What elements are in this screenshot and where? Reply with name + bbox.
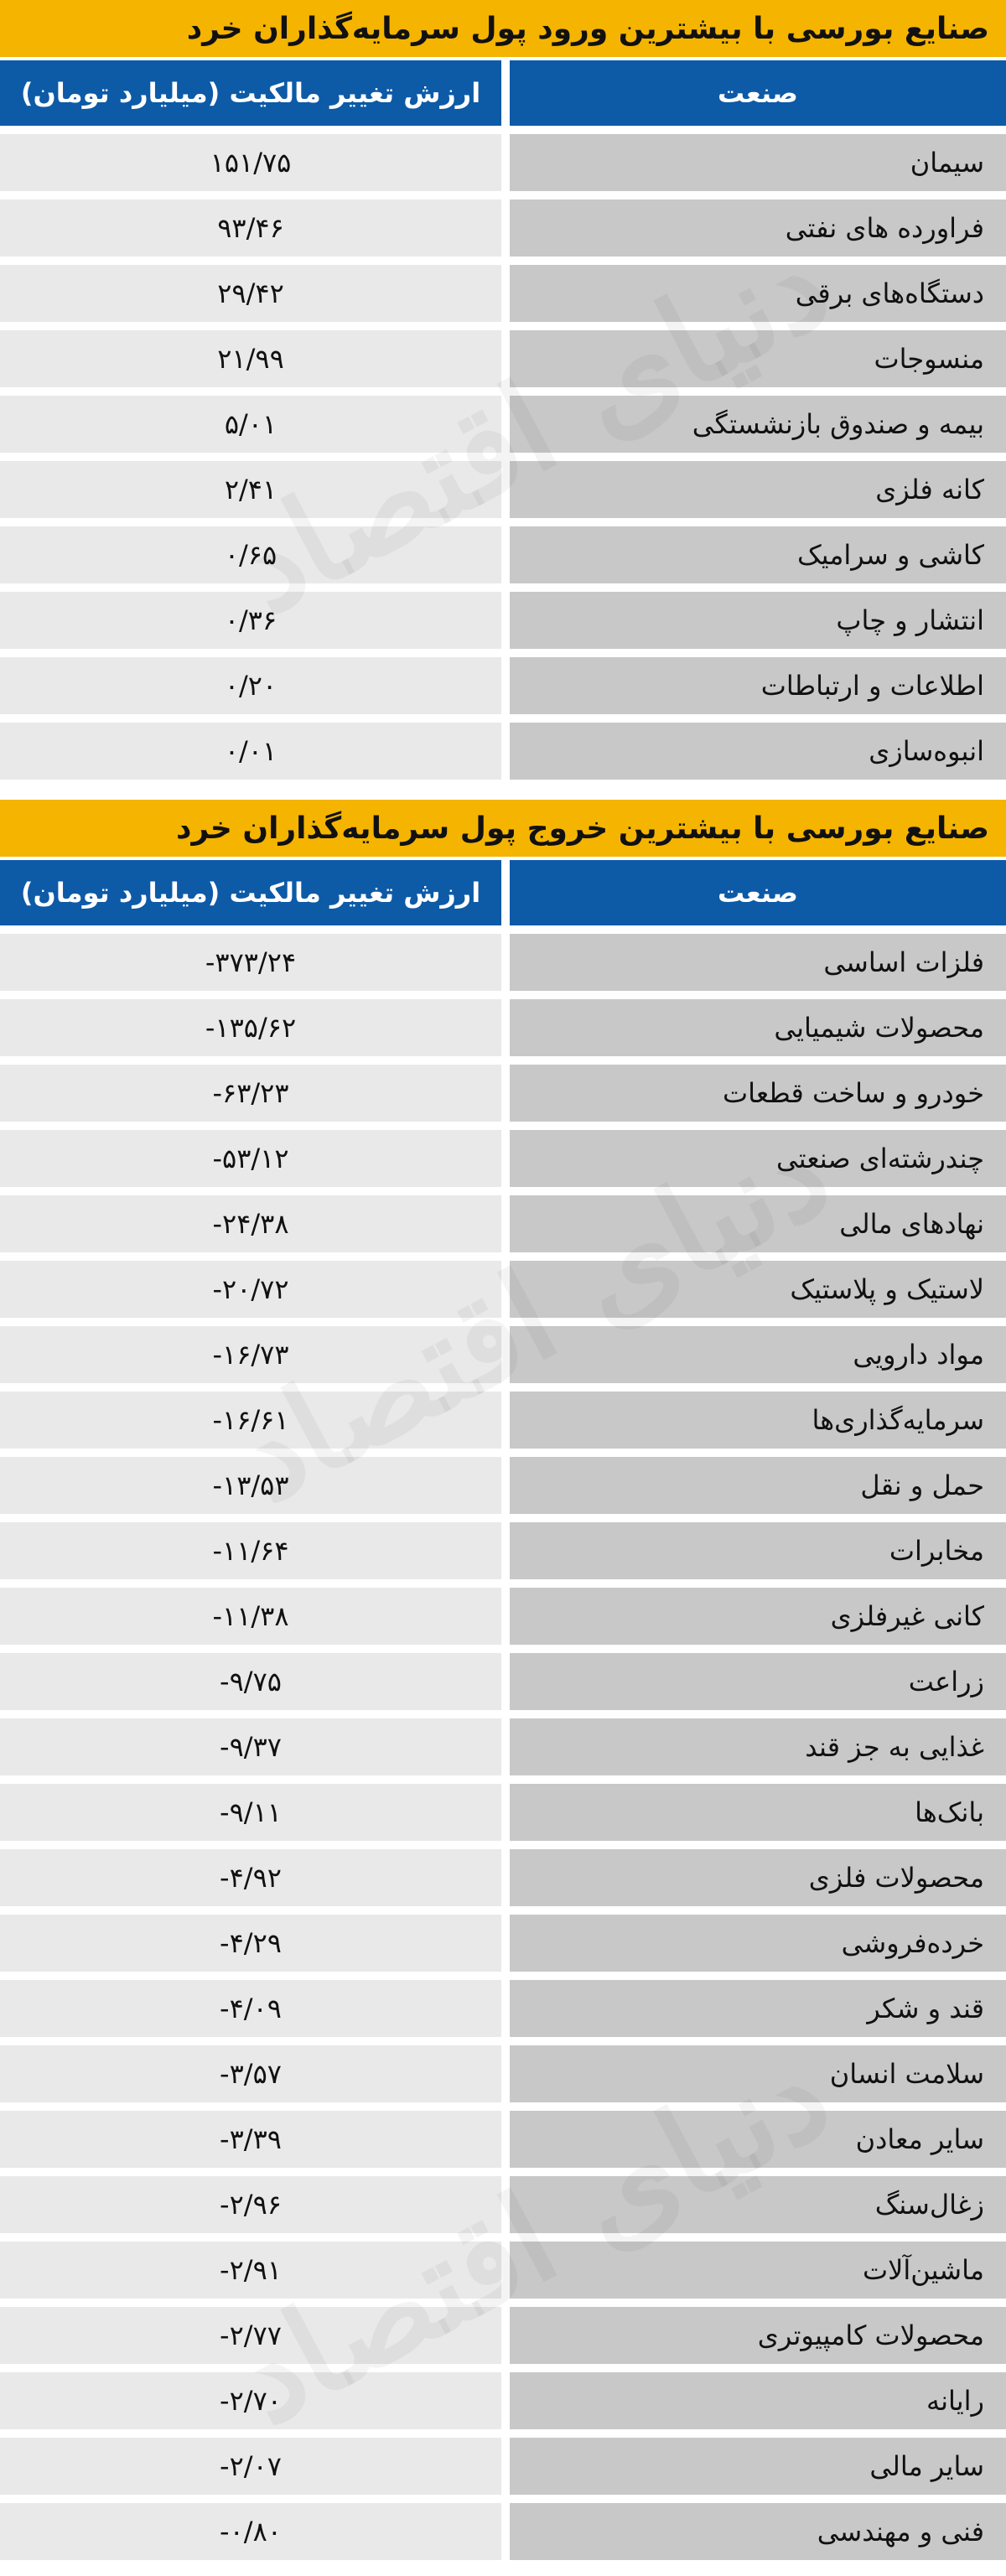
table-row bbox=[0, 2176, 1006, 2233]
industry-cell: خودرو و ساخت قطعات bbox=[510, 1065, 1006, 1122]
table-row bbox=[0, 723, 1006, 780]
table-row bbox=[0, 396, 1006, 453]
value-cell: -۱۱/۳۸ bbox=[0, 1588, 501, 1645]
value-cell: ۹۳/۴۶ bbox=[0, 200, 501, 257]
industry-cell: لاستیک و پلاستیک bbox=[510, 1261, 1006, 1318]
value-cell: ۰/۰۱ bbox=[0, 723, 501, 780]
table-row bbox=[0, 200, 1006, 257]
column-header-industry: صنعت bbox=[510, 60, 1006, 126]
value-cell: -۳/۳۹ bbox=[0, 2111, 501, 2168]
value-cell: -۲/۰۷ bbox=[0, 2438, 501, 2495]
value-cell: -۲/۷۷ bbox=[0, 2307, 501, 2364]
table-row bbox=[0, 1326, 1006, 1383]
outflow-table bbox=[0, 800, 1006, 2560]
value-cell: ۰/۶۵ bbox=[0, 526, 501, 583]
industry-cell: فلزات اساسی bbox=[510, 934, 1006, 991]
industry-cell: اطلاعات و ارتباطات bbox=[510, 657, 1006, 714]
industry-cell: مواد دارویی bbox=[510, 1326, 1006, 1383]
value-cell: -۶۳/۲۳ bbox=[0, 1065, 501, 1122]
column-header-value: ارزش تغییر مالکیت (میلیارد تومان) bbox=[0, 860, 501, 925]
value-cell: -۱۶/۶۱ bbox=[0, 1392, 501, 1449]
table-row bbox=[0, 330, 1006, 387]
value-cell: ۰/۲۰ bbox=[0, 657, 501, 714]
value-cell: -۳۷۳/۲۴ bbox=[0, 934, 501, 991]
industry-cell: کانه فلزی bbox=[510, 461, 1006, 518]
table-row bbox=[0, 1718, 1006, 1775]
industry-cell: غذایی به جز قند bbox=[510, 1718, 1006, 1775]
table-row bbox=[0, 1522, 1006, 1579]
value-cell: -۹/۱۱ bbox=[0, 1784, 501, 1841]
industry-cell: دستگاه‌های برقی bbox=[510, 265, 1006, 322]
industry-cell: خرده‌فروشی bbox=[510, 1915, 1006, 1972]
table-row bbox=[0, 2045, 1006, 2102]
table-row bbox=[0, 1457, 1006, 1514]
table-row bbox=[0, 1065, 1006, 1122]
value-cell: -۱۳/۵۳ bbox=[0, 1457, 501, 1514]
table-row bbox=[0, 1130, 1006, 1187]
table-row bbox=[0, 1392, 1006, 1449]
industry-cell: کاشی و سرامیک bbox=[510, 526, 1006, 583]
table-row bbox=[0, 1784, 1006, 1841]
value-cell: ۰/۳۶ bbox=[0, 592, 501, 649]
table-row bbox=[0, 2307, 1006, 2364]
industry-cell: بیمه و صندوق بازنشستگی bbox=[510, 396, 1006, 453]
inflow-table bbox=[0, 0, 1006, 780]
industry-cell: منسوجات bbox=[510, 330, 1006, 387]
value-cell: ۵/۰۱ bbox=[0, 396, 501, 453]
column-header-industry: صنعت bbox=[510, 860, 1006, 925]
section-gap bbox=[0, 788, 1006, 800]
industry-cell: سایر معادن bbox=[510, 2111, 1006, 2168]
table-row bbox=[0, 592, 1006, 649]
table-row bbox=[0, 1849, 1006, 1906]
value-cell: -۲/۷۰ bbox=[0, 2372, 501, 2429]
industry-cell: فنی و مهندسی bbox=[510, 2503, 1006, 2560]
industry-cell: محصولات فلزی bbox=[510, 1849, 1006, 1906]
industry-cell: محصولات شیمیایی bbox=[510, 999, 1006, 1056]
industry-cell: چندرشته‌ای صنعتی bbox=[510, 1130, 1006, 1187]
industry-cell: مخابرات bbox=[510, 1522, 1006, 1579]
table-header-row bbox=[0, 860, 1006, 925]
value-cell: ۲۱/۹۹ bbox=[0, 330, 501, 387]
table-header-row bbox=[0, 60, 1006, 126]
value-cell: -۲۴/۳۸ bbox=[0, 1195, 501, 1252]
table-row bbox=[0, 1195, 1006, 1252]
industry-cell: زغال‌سنگ bbox=[510, 2176, 1006, 2233]
value-cell: ۲۹/۴۲ bbox=[0, 265, 501, 322]
industry-cell: سیمان bbox=[510, 134, 1006, 191]
table-row bbox=[0, 265, 1006, 322]
table-row bbox=[0, 2111, 1006, 2168]
table-row bbox=[0, 1653, 1006, 1710]
section-title: صنایع بورسی با بیشترین خروج پول سرمایه‌گذاران خرد bbox=[0, 800, 1006, 860]
industry-cell: قند و شکر bbox=[510, 1980, 1006, 2037]
table-row bbox=[0, 2242, 1006, 2299]
industry-cell: انبوه‌سازی bbox=[510, 723, 1006, 780]
value-cell: -۲۰/۷۲ bbox=[0, 1261, 501, 1318]
industry-cell: نهادهای مالی bbox=[510, 1195, 1006, 1252]
industry-cell: سلامت انسان bbox=[510, 2045, 1006, 2102]
table-row bbox=[0, 134, 1006, 191]
industry-cell: حمل و نقل bbox=[510, 1457, 1006, 1514]
value-cell: -۱۱/۶۴ bbox=[0, 1522, 501, 1579]
table-row bbox=[0, 526, 1006, 583]
value-cell: -۴/۲۹ bbox=[0, 1915, 501, 1972]
table-row bbox=[0, 2438, 1006, 2495]
table-row bbox=[0, 1588, 1006, 1645]
industry-cell: زراعت bbox=[510, 1653, 1006, 1710]
table-row bbox=[0, 934, 1006, 991]
industry-cell: رایانه bbox=[510, 2372, 1006, 2429]
table-row bbox=[0, 1915, 1006, 1972]
section-title: صنایع بورسی با بیشترین ورود پول سرمایه‌گذاران خرد bbox=[0, 0, 1006, 60]
table-row bbox=[0, 657, 1006, 714]
value-cell: -۲/۹۱ bbox=[0, 2242, 501, 2299]
industry-cell: بانک‌ها bbox=[510, 1784, 1006, 1841]
industry-cell: سرمایه‌گذاری‌ها bbox=[510, 1392, 1006, 1449]
value-cell: -۵۳/۱۲ bbox=[0, 1130, 501, 1187]
industry-cell: ماشین‌آلات bbox=[510, 2242, 1006, 2299]
value-cell: -۴/۰۹ bbox=[0, 1980, 501, 2037]
industry-cell: فراورده های نفتی bbox=[510, 200, 1006, 257]
table-row bbox=[0, 1261, 1006, 1318]
value-cell: -۲/۹۶ bbox=[0, 2176, 501, 2233]
industry-cell: سایر مالی bbox=[510, 2438, 1006, 2495]
value-cell: -۹/۷۵ bbox=[0, 1653, 501, 1710]
value-cell: -۴/۹۲ bbox=[0, 1849, 501, 1906]
value-cell: -۰/۸۰ bbox=[0, 2503, 501, 2560]
value-cell: -۳/۵۷ bbox=[0, 2045, 501, 2102]
industry-cell: محصولات کامپیوتری bbox=[510, 2307, 1006, 2364]
value-cell: ۱۵۱/۷۵ bbox=[0, 134, 501, 191]
table-row bbox=[0, 2372, 1006, 2429]
column-header-value: ارزش تغییر مالکیت (میلیارد تومان) bbox=[0, 60, 501, 126]
table-row bbox=[0, 1980, 1006, 2037]
industry-cell: کانی غیرفلزی bbox=[510, 1588, 1006, 1645]
value-cell: -۹/۳۷ bbox=[0, 1718, 501, 1775]
value-cell: -۱۶/۷۳ bbox=[0, 1326, 501, 1383]
value-cell: -۱۳۵/۶۲ bbox=[0, 999, 501, 1056]
table-row bbox=[0, 2503, 1006, 2560]
value-cell: ۲/۴۱ bbox=[0, 461, 501, 518]
table-row bbox=[0, 999, 1006, 1056]
table-row bbox=[0, 461, 1006, 518]
industry-cell: انتشار و چاپ bbox=[510, 592, 1006, 649]
